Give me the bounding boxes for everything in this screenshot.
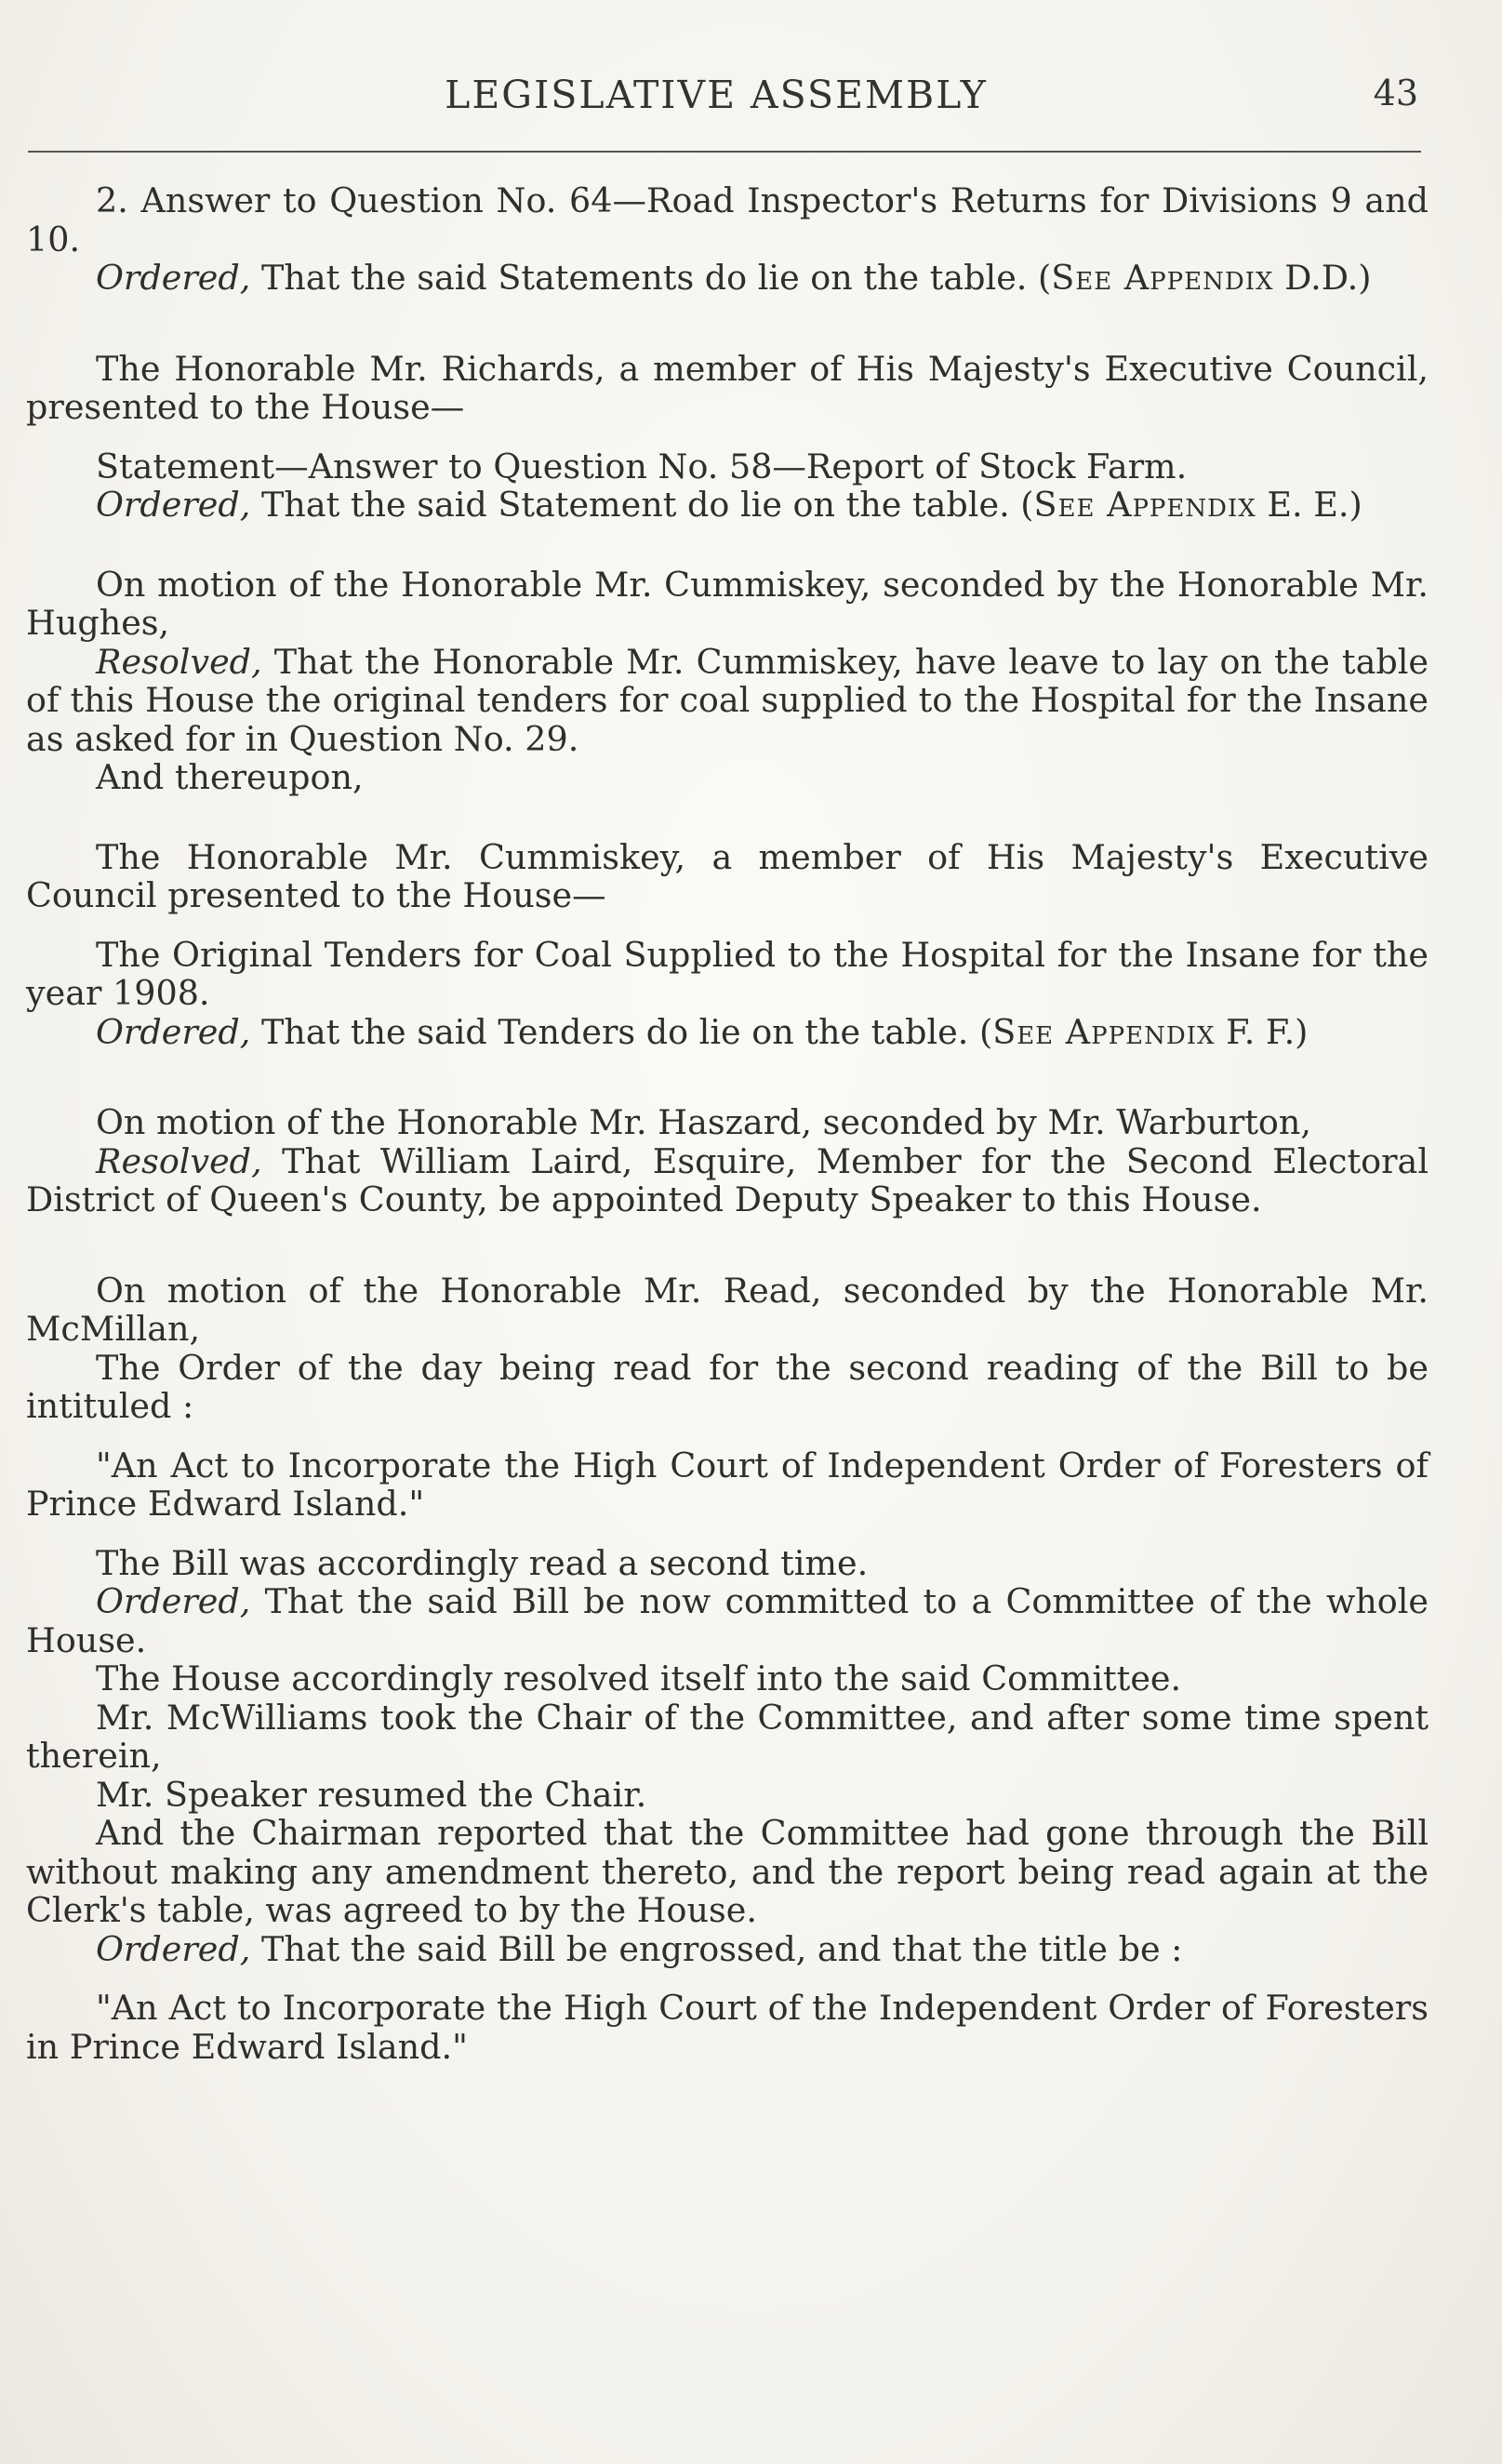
body-text bbox=[26, 181, 1429, 2066]
paragraph bbox=[26, 1776, 1429, 1815]
italic-phrase: Ordered, bbox=[96, 1581, 251, 1621]
paragraph bbox=[26, 350, 1429, 427]
text-run: That the Honorable Mr. Cummiskey, have leave to lay on the table of this House the original tenders for coal supplied to the Hospital for the Insane as asked for in Question No. 29. bbox=[26, 641, 1429, 759]
text-run: The Bill was accordingly read a second time. bbox=[96, 1542, 869, 1583]
text-run: That the said Bill be engrossed, and that the title be : bbox=[250, 1928, 1183, 1969]
text-run: The Order of the day being read for the second reading of the Bill to be intituled : bbox=[26, 1347, 1429, 1426]
text-run: That the said Tenders do lie on the table. ( bbox=[250, 1011, 993, 1052]
page-header bbox=[0, 73, 1502, 125]
paragraph bbox=[26, 566, 1429, 643]
paragraph bbox=[26, 1659, 1429, 1698]
text-run: Mr. Speaker resumed the Chair. bbox=[96, 1774, 647, 1815]
paragraph bbox=[26, 838, 1429, 915]
paragraph bbox=[26, 1103, 1429, 1142]
italic-phrase: Ordered, bbox=[96, 258, 251, 298]
paragraph bbox=[26, 758, 1429, 797]
italic-phrase: Ordered, bbox=[96, 1011, 251, 1052]
text-run: The Original Tenders for Coal Supplied to the Hospital for the Insane for the year 1908. bbox=[26, 934, 1429, 1013]
text-run: The Honorable Mr. Cummiskey, a member of His Majesty's Executive Council presented to the House— bbox=[26, 836, 1429, 915]
italic-phrase: Ordered, bbox=[96, 1928, 251, 1969]
text-run: That the said Statements do lie on the table. ( bbox=[250, 258, 1052, 298]
text-run: E. E.) bbox=[1256, 485, 1362, 525]
text-run: Statement—Answer to Question No. 58—Report of Stock Farm. bbox=[96, 446, 1188, 486]
small-caps-phrase: See Appendix bbox=[1051, 258, 1274, 298]
header-rule bbox=[28, 151, 1421, 153]
small-caps-phrase: See Appendix bbox=[1033, 485, 1256, 525]
paragraph bbox=[26, 181, 1429, 259]
text-run: That William Laird, Esquire, Member for the Second Electoral District of Queen's County, be appointed Deputy Speaker to this House. bbox=[26, 1140, 1429, 1219]
text-run: On motion of the Honorable Mr. Haszard, seconded by Mr. Warburton, bbox=[96, 1102, 1312, 1142]
text-run: And thereupon, bbox=[96, 757, 364, 797]
running-title: LEGISLATIVE ASSEMBLY bbox=[445, 73, 988, 117]
text-run: That the said Statement do lie on the table. ( bbox=[250, 485, 1034, 525]
paragraph bbox=[26, 643, 1429, 759]
paragraph bbox=[26, 1013, 1429, 1052]
italic-phrase: Ordered, bbox=[96, 485, 251, 525]
paragraph bbox=[26, 1272, 1429, 1349]
text-run: 2. Answer to Question No. 64—Road Inspector's Returns for Divisions 9 and 10. bbox=[26, 180, 1429, 260]
text-run: The Honorable Mr. Richards, a member of His Majesty's Executive Council, presented to the House— bbox=[26, 348, 1429, 427]
paragraph bbox=[26, 1446, 1429, 1524]
paragraph bbox=[26, 1930, 1429, 1969]
text-run: And the Chairman reported that the Committee had gone through the Bill without making any amendment thereto, and the report being read again at the Clerk's table, was agreed to by the House. bbox=[26, 1813, 1429, 1930]
text-run: F. F.) bbox=[1215, 1011, 1309, 1052]
text-run: The House accordingly resolved itself into the said Committee. bbox=[96, 1658, 1182, 1698]
text-run: D.D.) bbox=[1273, 258, 1372, 298]
text-run: Mr. McWilliams took the Chair of the Committee, and after some time spent therein, bbox=[26, 1697, 1429, 1776]
paragraph bbox=[26, 259, 1429, 298]
paragraph bbox=[26, 1349, 1429, 1426]
paragraph bbox=[26, 1544, 1429, 1583]
paragraph bbox=[26, 1698, 1429, 1776]
text-run: "An Act to Incorporate the High Court of Independent Order of Foresters of Prince Edward Island." bbox=[26, 1445, 1429, 1524]
text-run: On motion of the Honorable Mr. Read, seconded by the Honorable Mr. McMillan, bbox=[26, 1270, 1429, 1349]
page-number: 43 bbox=[1373, 73, 1418, 113]
italic-phrase: Resolved, bbox=[96, 641, 262, 682]
small-caps-phrase: See Appendix bbox=[992, 1011, 1216, 1052]
paragraph bbox=[26, 1989, 1429, 2066]
paragraph bbox=[26, 1142, 1429, 1219]
paragraph bbox=[26, 1814, 1429, 1930]
italic-phrase: Resolved, bbox=[96, 1140, 262, 1181]
paragraph bbox=[26, 486, 1429, 525]
paragraph bbox=[26, 1582, 1429, 1659]
text-run: "An Act to Incorporate the High Court of the Independent Order of Foresters in Prince Edward Island." bbox=[26, 1988, 1429, 2067]
text-run: On motion of the Honorable Mr. Cummiskey, seconded by the Honorable Mr. Hughes, bbox=[26, 564, 1429, 643]
paragraph bbox=[26, 936, 1429, 1013]
paragraph bbox=[26, 447, 1429, 486]
text-run: That the said Bill be now committed to a Committee of the whole House. bbox=[26, 1581, 1429, 1660]
